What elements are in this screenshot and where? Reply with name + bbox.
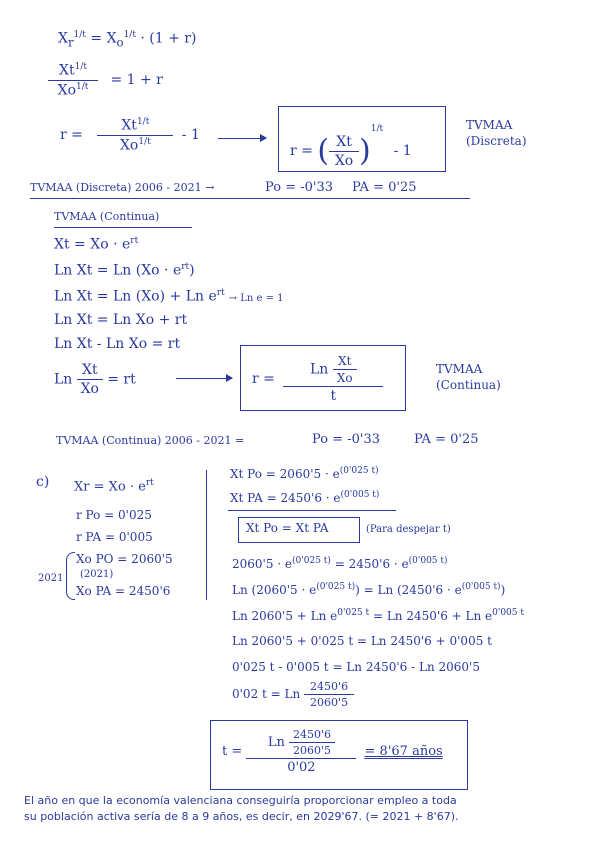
right-c-line-9 [232, 680, 354, 709]
eq2-den: Xo [57, 82, 77, 99]
arrow-to-box2 [176, 378, 232, 379]
box3-lhs: t = [222, 744, 243, 759]
eq3-den: Xo [119, 137, 139, 154]
continua-pa: PA = 0'25 [414, 432, 479, 447]
box3-num: 2450'6 [292, 728, 331, 741]
eq1-right: X [106, 30, 117, 47]
right-c-r5b-sup: (0'005 t) [461, 582, 501, 592]
continua-l2-sup: rt [181, 262, 190, 272]
column-divider [206, 470, 207, 600]
eq3-num: Xt [121, 117, 137, 134]
eq3-lhs: r = [60, 127, 83, 144]
part-c-line-2: r Po = 0'025 [76, 508, 152, 522]
continua-l3-text: Ln Xt = Ln (Xo) + Ln e [54, 288, 217, 305]
conclusion-line-1: El año en que la economía valenciana conseguiría proporcionar empleo a toda [24, 794, 457, 807]
right-c-line-4 [232, 556, 448, 571]
box1-den: Xo [334, 152, 354, 169]
right-c-r9-den: 2060'5 [310, 696, 349, 709]
eq1-left: X [58, 30, 68, 47]
right-c-r5: Ln (2060'5 · e [232, 583, 317, 597]
eq2-den-sup: 1/t [76, 81, 89, 92]
right-c-line-7: Ln 2060'5 + 0'025 t = Ln 2450'6 + 0'005 t [232, 634, 492, 648]
part-c-letter: c) [36, 474, 50, 490]
right-c-r6: Ln 2060'5 + Ln e [232, 609, 338, 623]
part-c-year: 2021 [38, 573, 64, 584]
box2-lhs: r = [252, 371, 275, 387]
box1-lhs: r = [290, 143, 313, 159]
right-c-line-5 [232, 582, 505, 597]
right-c-r4a-sup: (0'025 t) [292, 556, 331, 566]
box3-den: 2060'5 [292, 744, 331, 757]
equation-3 [60, 117, 200, 153]
eq2-num: Xt [59, 62, 75, 79]
continua-line-5: Ln Xt - Ln Xo = rt [54, 336, 181, 352]
right-c-line-3: Xt Po = Xt PA [246, 521, 329, 535]
part-c-line-6: Xo PA = 2450'6 [76, 584, 171, 598]
box2-content [252, 354, 383, 404]
continua-line-1 [54, 236, 138, 253]
continua-result-label: TVMAA (Continua) 2006 - 2021 = [56, 434, 245, 447]
discreta-po: Po = -0'33 [265, 180, 333, 195]
continua-line-6 [54, 362, 136, 397]
right-c-r6-sup: 0'025 t [337, 608, 370, 618]
continua-heading-underline [54, 227, 192, 228]
continua-l6-den: Xo [80, 381, 99, 397]
box1-num: Xt [336, 133, 352, 150]
box3-den2: 0'02 [287, 760, 316, 775]
eq1-left-sup: 1/t [73, 30, 86, 40]
continua-l6-num: Xt [81, 362, 98, 378]
right-c-r2: Xt PA = 2450'6 · e [230, 491, 341, 505]
right-c-divider [228, 510, 396, 511]
continua-po: Po = -0'33 [312, 432, 380, 447]
right-c-note: (Para despejar t) [366, 524, 451, 535]
right-c-r5c: ) [500, 583, 506, 597]
continua-l3-note: → Ln e = 1 [228, 292, 284, 304]
eq2-num-sup: 1/t [74, 62, 87, 72]
right-c-r5b: ) = Ln (2450'6 · e [355, 583, 462, 597]
continua-l6-rhs: = rt [107, 371, 136, 388]
right-c-r4a: 2060'5 · e [232, 557, 293, 571]
right-c-r6b: = Ln 2450'6 + Ln e [372, 609, 493, 623]
box1-label-2: (Discreta) [466, 134, 527, 148]
box3-content [222, 728, 443, 775]
box2-ln: Ln [309, 361, 329, 378]
conclusion-line-2: su población activa sería de 8 a 9 años, es decir, en 2029'67. (= 2021 + 8'67). [24, 810, 459, 823]
discreta-result-label: TVMAA (Discreta) 2006 - 2021 → [30, 181, 215, 194]
eq1-tail: · (1 + r) [135, 30, 197, 47]
box3-result: = 8'67 años [364, 744, 443, 759]
eq3-tail: - 1 [181, 127, 200, 144]
part-c-l1-sup: rt [145, 478, 154, 488]
part-c-line-1 [74, 478, 154, 494]
eq3-num-sup: 1/t [136, 117, 150, 127]
arrow-to-box1 [218, 138, 266, 139]
box2-num: Xt [338, 354, 352, 368]
right-c-r4b: = 2450'6 · e [334, 557, 409, 571]
continua-l3-sup: rt [216, 288, 225, 298]
right-c-r9: 0'02 t = Ln [232, 687, 301, 701]
part-c-line-3: r PA = 0'005 [76, 530, 153, 544]
box1-content [290, 124, 412, 169]
right-c-line-6 [232, 608, 524, 623]
right-c-line-1 [230, 466, 379, 481]
continua-line-2 [54, 262, 195, 279]
box2-den2: t [330, 388, 337, 404]
continua-heading: TVMAA (Continua) [54, 210, 160, 223]
eq3-den-sup: 1/t [138, 136, 151, 147]
part-c-line-4: Xo PO = 2060'5 [76, 552, 173, 566]
continua-l1-text: Xt = Xo · e [54, 236, 131, 253]
right-c-r6b-sup: 0'005 t [492, 608, 524, 618]
box2-label-2: (Continua) [436, 378, 501, 392]
right-c-r1-sup: (0'025 t) [339, 466, 379, 476]
eq1-equals: = [85, 30, 107, 47]
right-c-r4b-sup: (0'005 t) [408, 556, 448, 566]
continua-line-3 [54, 288, 284, 305]
box1-paren-right: ) [359, 133, 371, 169]
continua-l1-sup: rt [130, 236, 139, 246]
right-c-line-2 [230, 490, 379, 505]
eq1-right-sub: o [116, 35, 124, 50]
right-c-r5-sup: (0'025 t) [316, 582, 356, 592]
continua-l2-close: ) [189, 262, 195, 279]
box2-label-1: TVMAA [436, 362, 483, 376]
separator-1 [30, 198, 470, 199]
part-c-year-brace [66, 552, 75, 600]
box1-paren-left: ( [317, 133, 330, 169]
part-c-l1-text: Xr = Xo · e [74, 479, 146, 495]
box2-den: Xo [336, 371, 353, 385]
box3-ln: Ln [267, 735, 285, 750]
right-c-r2-sup: (0'005 t) [340, 490, 380, 500]
part-c-line-5: (2021) [80, 569, 114, 580]
box1-tail: - 1 [393, 143, 412, 159]
box1-exp: 1/t [370, 124, 384, 134]
right-c-line-8: 0'025 t - 0'005 t = Ln 2450'6 - Ln 2060'5 [232, 660, 480, 674]
equation-1 [58, 30, 196, 49]
equation-2 [48, 62, 163, 98]
eq1-right-sup: 1/t [123, 30, 136, 40]
continua-l2-text: Ln Xt = Ln (Xo · e [54, 262, 182, 279]
continua-l6-ln: Ln [54, 371, 73, 388]
eq2-rhs: = 1 + r [110, 72, 163, 89]
right-c-r1: Xt Po = 2060'5 · e [230, 467, 340, 481]
right-c-r9-num: 2450'6 [310, 680, 349, 693]
box1-label-1: TVMAA [466, 118, 513, 132]
discreta-pa: PA = 0'25 [352, 180, 417, 195]
eq1-left-sub: r [67, 35, 74, 50]
continua-line-4: Ln Xt = Ln Xo + rt [54, 312, 188, 328]
